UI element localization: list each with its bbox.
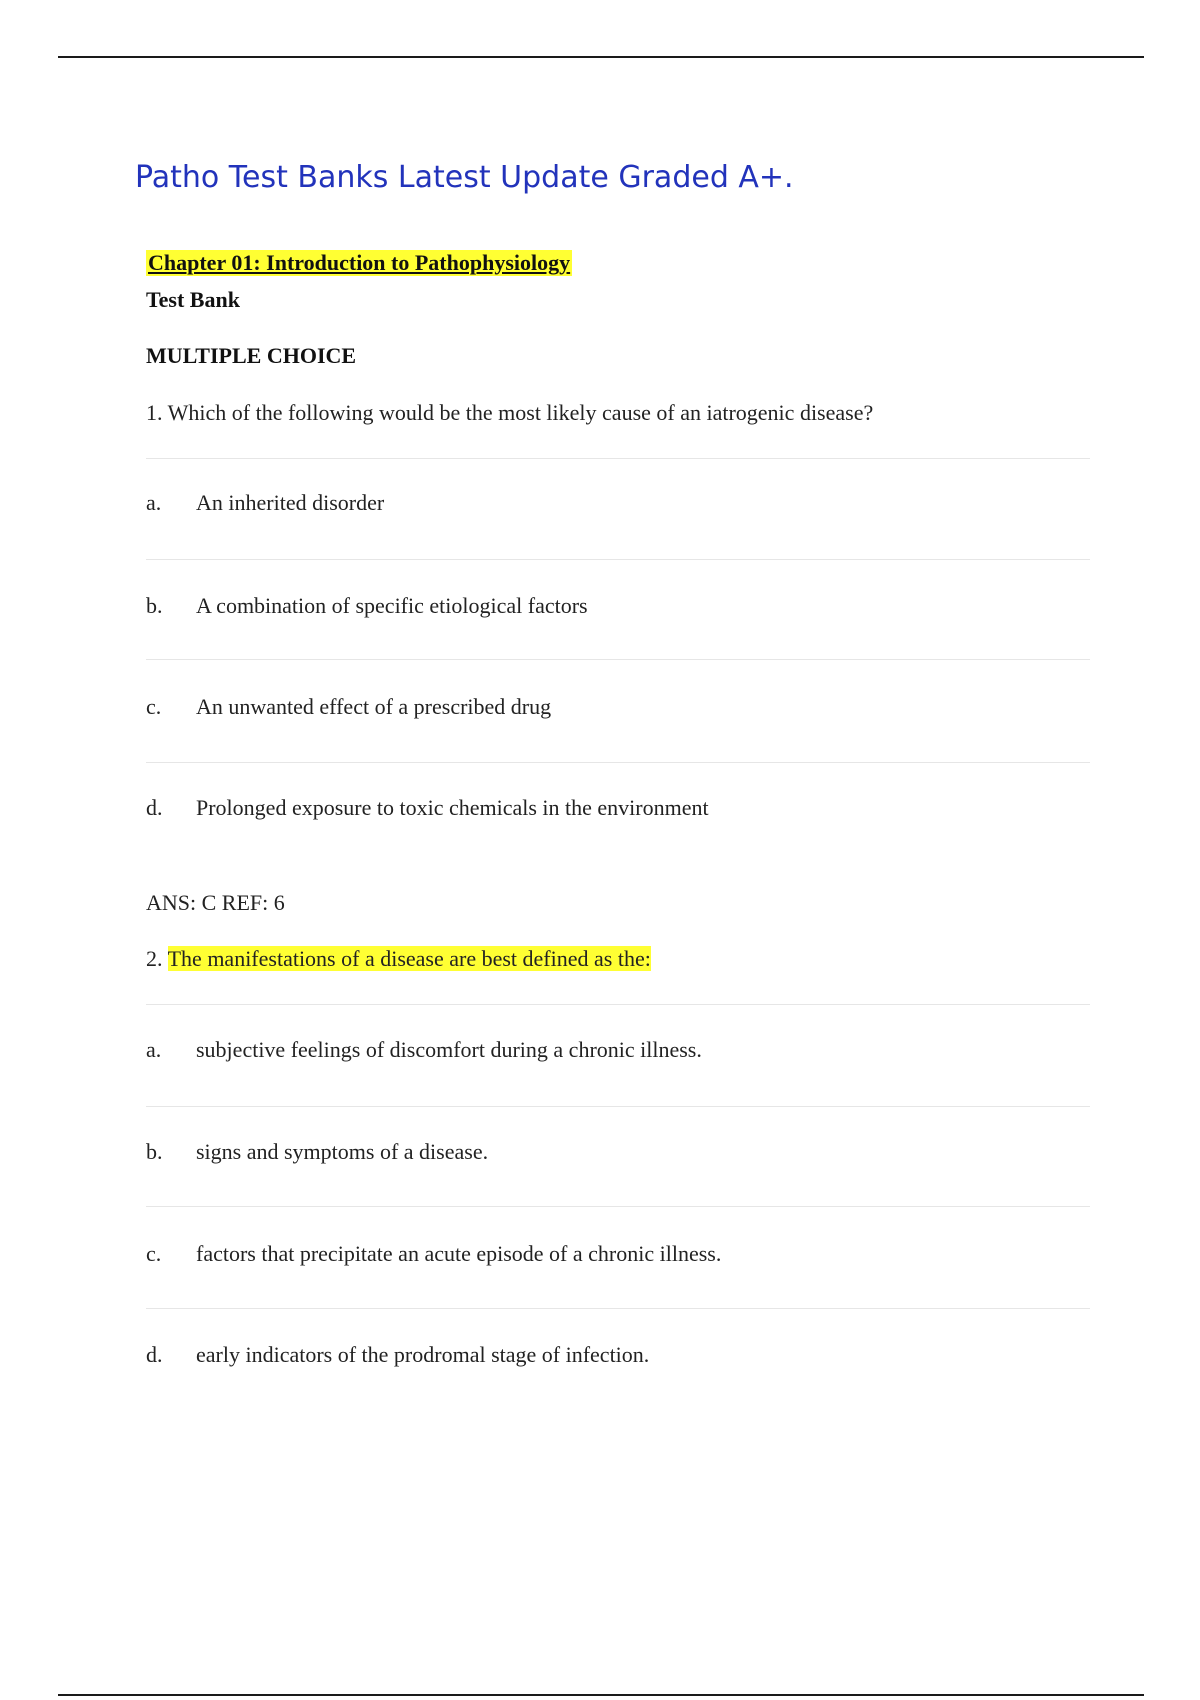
option-1a <box>146 490 384 516</box>
divider <box>146 458 1090 459</box>
option-2c <box>146 1241 721 1267</box>
question-text: Which of the following would be the most likely cause of an iatrogenic disease? <box>167 400 874 425</box>
divider <box>146 1308 1090 1309</box>
chapter-heading: Chapter 01: Introduction to Pathophysiology <box>148 250 571 275</box>
option-letter: c. <box>146 694 162 719</box>
question-2 <box>146 946 651 972</box>
option-letter: c. <box>146 1241 162 1266</box>
option-letter: b. <box>146 593 163 618</box>
divider <box>146 1206 1090 1207</box>
section-label: MULTIPLE CHOICE <box>146 343 357 368</box>
option-2a <box>146 1037 702 1063</box>
question-number: 2. <box>146 946 163 971</box>
document-title: Patho Test Banks Latest Update Graded A+. <box>135 160 794 195</box>
option-text: early indicators of the prodromal stage of infection. <box>196 1342 650 1367</box>
divider <box>146 1004 1090 1005</box>
divider <box>146 1106 1090 1107</box>
test-bank-label: Test Bank <box>146 287 240 312</box>
option-letter: d. <box>146 795 163 820</box>
option-letter: d. <box>146 1342 163 1367</box>
question-number: 1. <box>146 400 163 425</box>
option-text: A combination of specific etiological factors <box>196 593 588 618</box>
answer-key: ANS: C REF: 6 <box>146 890 285 915</box>
option-text: An unwanted effect of a prescribed drug <box>196 694 552 719</box>
option-1c <box>146 694 551 720</box>
divider <box>146 762 1090 763</box>
option-text: Prolonged exposure to toxic chemicals in the environment <box>196 795 709 820</box>
option-letter: b. <box>146 1139 163 1164</box>
question-text: The manifestations of a disease are best defined as the: <box>167 946 651 971</box>
option-1b <box>146 593 588 619</box>
question-1 <box>146 400 873 426</box>
option-2b <box>146 1139 488 1165</box>
option-text: signs and symptoms of a disease. <box>196 1139 489 1164</box>
bottom-rule <box>58 1694 1144 1696</box>
top-rule <box>58 56 1144 58</box>
option-1d <box>146 795 709 821</box>
option-2d <box>146 1342 649 1368</box>
option-text: subjective feelings of discomfort during a chronic illness. <box>196 1037 702 1062</box>
option-text: factors that precipitate an acute episode of a chronic illness. <box>196 1241 722 1266</box>
option-letter: a. <box>146 1037 162 1062</box>
option-letter: a. <box>146 490 162 515</box>
divider <box>146 659 1090 660</box>
divider <box>146 559 1090 560</box>
option-text: An inherited disorder <box>196 490 385 515</box>
